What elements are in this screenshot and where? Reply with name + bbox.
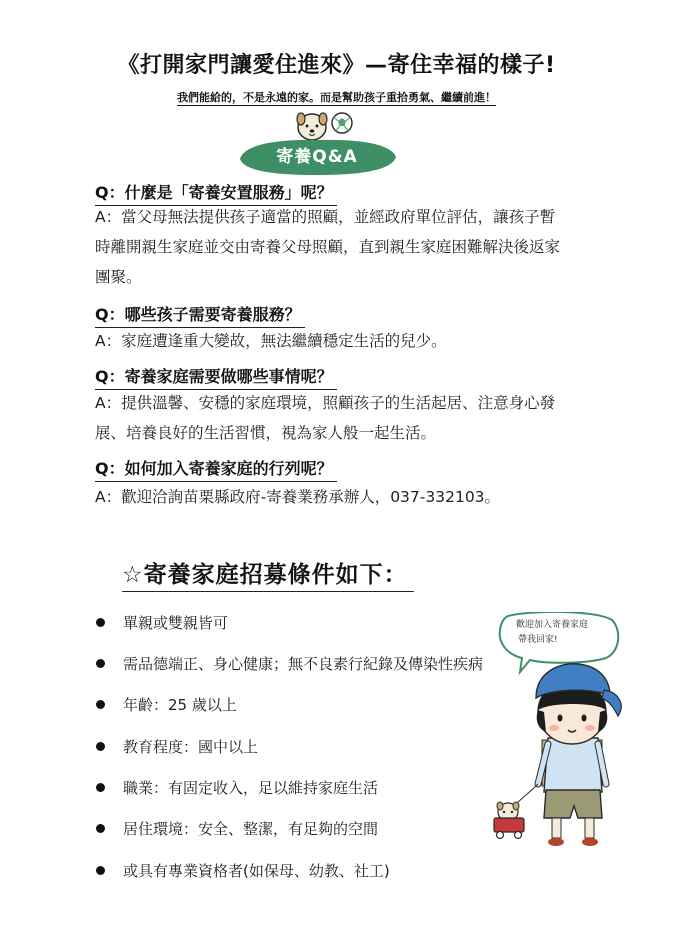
list-item-text: 需品德端正、身心健康；無不良素行紀錄及傳染性疾病	[123, 655, 484, 673]
faq-question-3: Q：寄養家庭需要做哪些事情呢？	[95, 364, 337, 390]
answer-line: 時離開親生家庭並交由寄養父母照顧，直到親生家庭困難解決後返家	[95, 238, 561, 256]
bubble-line: 帶我回家!	[518, 635, 558, 645]
faq-question-2: Q：哪些孩子需要寄養服務？	[95, 302, 305, 328]
list-item	[96, 653, 483, 674]
list-item	[96, 694, 237, 715]
list-item-text: 職業：有固定收入，足以維持家庭生活	[123, 779, 379, 797]
list-item	[96, 612, 228, 633]
speech-bubble-text	[516, 618, 612, 648]
answer-line: 展、培養良好的生活習慣，視為家人般一起生活。	[95, 424, 437, 442]
faq-answer-1	[95, 202, 590, 292]
qa-banner-label: 寄養Q&A	[276, 147, 358, 167]
faq-answer-2	[95, 326, 590, 356]
faq-question-1: Q：什麼是「寄養安置服務」呢？	[95, 180, 337, 206]
recruit-title: ☆寄養家庭招募條件如下：	[122, 556, 414, 592]
list-item	[96, 860, 390, 881]
child-with-cap-icon	[536, 664, 621, 846]
bullet-icon	[96, 783, 105, 792]
bullet-icon	[96, 824, 105, 833]
answer-line: A：歡迎洽詢苗栗縣政府-寄養業務承辦人，037-332103。	[95, 488, 501, 506]
page-subtitle	[0, 86, 673, 105]
wagon-with-dog-icon	[494, 802, 524, 839]
answer-line: A：當父母無法提供孩子適當的照顧，並經政府單位評估，讓孩子暫	[95, 208, 556, 226]
subtitle-text: 我們能給的，不是永遠的家。而是幫助孩子重拾勇氣、繼續前進！	[177, 91, 496, 104]
bullet-icon	[96, 742, 105, 751]
answer-line: A：提供溫馨、安穩的家庭環境，照顧孩子的生活起居、注意身心發	[95, 394, 556, 412]
list-item-text: 年齡：25 歲以上	[123, 696, 237, 714]
bullet-icon	[96, 866, 105, 875]
bullet-icon	[96, 659, 105, 668]
answer-line: 團聚。	[95, 268, 142, 286]
faq-question-4: Q：如何加入寄養家庭的行列呢？	[95, 456, 337, 482]
bullet-icon	[96, 700, 105, 709]
answer-line: A：家庭遭逢重大變故，無法繼續穩定生活的兒少。	[95, 332, 447, 350]
bullet-icon	[96, 618, 105, 627]
list-item-text: 或具有專業資格者(如保母、幼教、社工)	[123, 862, 390, 880]
faq-answer-4	[95, 482, 590, 512]
list-item-text: 居住環境：安全、整潔，有足夠的空間	[123, 820, 379, 838]
soccer-ball-icon	[332, 113, 352, 133]
bubble-line: 歡迎加入寄養家庭	[516, 620, 589, 630]
list-item-text: 教育程度：國中以上	[123, 738, 259, 756]
child-illustration	[486, 612, 636, 852]
list-item	[96, 818, 378, 839]
page-title: 《打開家門讓愛住進來》—寄住幸福的樣子!	[117, 53, 556, 78]
list-item	[96, 777, 378, 798]
list-item	[96, 736, 258, 757]
faq-answer-3	[95, 388, 590, 448]
list-item-text: 單親或雙親皆可	[123, 614, 229, 632]
